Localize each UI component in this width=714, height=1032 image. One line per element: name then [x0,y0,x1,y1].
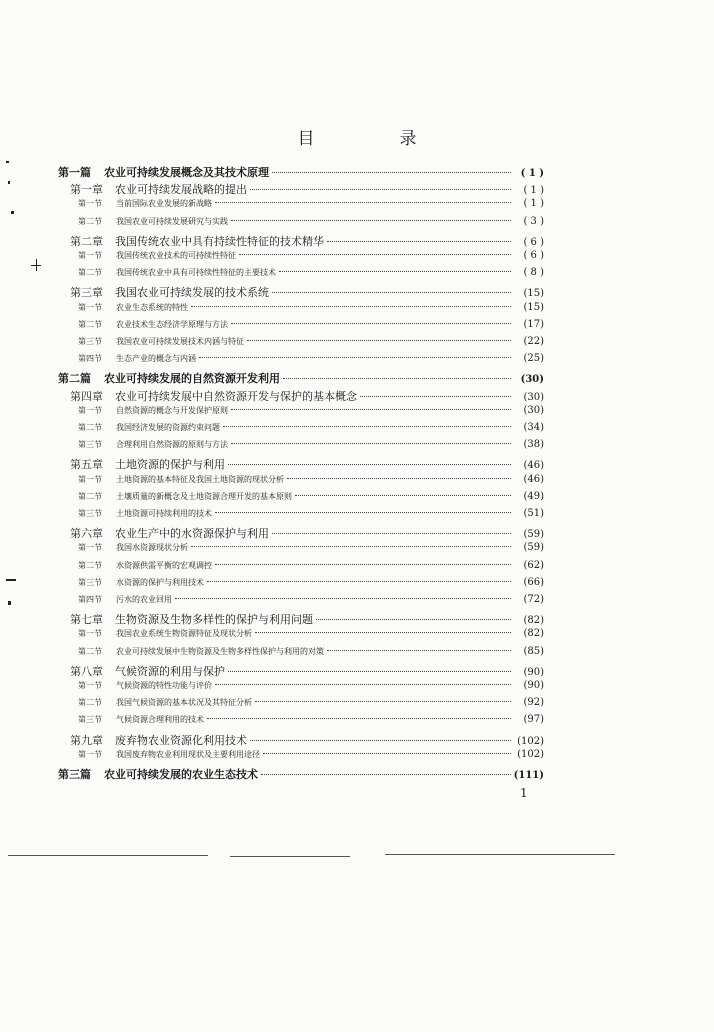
dot-leader [255,701,511,702]
entry-page: (59) [523,529,544,541]
entry-page: (46) [523,473,544,485]
entry-number: 第三篇 [58,768,91,781]
toc-entry-chap [70,233,544,251]
toc-entry-sec [78,198,544,216]
entry-title: 我国农业系统生物资源特征及现状分析 [116,629,252,639]
dot-leader [239,254,511,255]
entry-title: 我国水资源现状分析 [116,543,188,553]
dot-leader [231,220,511,221]
toc-entry-sec [78,697,544,715]
entry-page: (111) [513,770,544,781]
toc-entry-chap [70,181,544,199]
entry-title: 我国传统农业中具有持续性特征的技术精华 [115,234,324,248]
entry-page: (51) [523,508,544,519]
entry-page: (15) [523,288,544,300]
dot-leader [191,306,511,307]
entry-number: 第一节 [78,543,102,553]
toc-entry-sec [78,560,544,578]
entry-page: (90) [523,666,544,678]
dot-leader [272,172,511,173]
toc-entry-sec [78,422,544,440]
entry-page: (102) [517,735,544,747]
entry-page: (30) [520,374,544,386]
margin-mark [11,211,14,214]
entry-title: 我国传统农业中具有可持续性特征的主要技术 [116,268,276,278]
dot-leader [287,478,511,479]
toc-entry-chap [70,525,544,543]
entry-title: 我国废弃物农业利用现状及主要利用途径 [116,749,260,759]
margin-mark [31,265,41,266]
entry-number: 第一节 [78,302,102,312]
toc-entry-sec [78,577,544,595]
entry-title: 农业生态系统的特性 [116,302,188,312]
entry-title: 农业生产中的水资源保护与利用 [115,527,269,541]
dot-leader [316,619,511,620]
toc-entry-chap [70,456,544,474]
entry-number: 第六章 [70,527,103,541]
dot-leader [250,189,511,190]
dot-leader [228,464,511,465]
toc-entry-sec [78,594,544,612]
dot-leader [199,357,511,358]
dot-leader [228,671,511,672]
toc-entry-sec [78,542,544,560]
entry-page: (90) [523,680,544,691]
dot-leader [261,774,511,775]
toc-entry-sec [78,646,544,664]
entry-page: ( 8 ) [523,267,544,279]
dot-leader [247,340,511,341]
dot-leader [327,650,511,651]
entry-title: 气候资源合理利用的技术 [116,715,204,725]
entry-number: 第一节 [78,405,102,415]
entry-number: 第二篇 [58,372,91,386]
dot-leader [215,202,511,203]
entry-page: (66) [523,576,544,588]
entry-page: (92) [523,697,544,709]
dot-leader [207,581,511,582]
entry-page: ( 1 ) [523,198,544,210]
entry-number: 第三节 [78,337,102,346]
dot-leader [215,512,511,513]
margin-mark [6,579,16,581]
toc-entry-chap [70,284,544,302]
entry-page: (46) [523,460,544,472]
scan-rule-middle [230,856,350,857]
entry-number: 第二节 [78,560,102,570]
entry-title: 土壤质量的新概念及土地资源合理开发的基本原则 [116,491,292,501]
entry-page: (34) [523,422,544,433]
entry-title: 生态产业的概念与内涵 [116,354,196,364]
dot-leader [175,598,511,599]
entry-title: 我国气候资源的基本状况及其特征分析 [116,698,252,708]
dot-leader [272,533,511,534]
entry-title: 我国传统农业技术的可持续性特征 [116,251,236,260]
dot-leader [250,740,511,741]
toc-entry-chap [70,663,544,681]
entry-page: (97) [523,714,544,726]
dot-leader [360,396,511,397]
toc-entry-sec [78,439,544,457]
entry-title: 土地资源的保护与利用 [115,458,225,472]
entry-number: 第九章 [70,733,103,747]
entry-number: 第一节 [78,474,102,484]
entry-number: 第八章 [70,664,103,678]
entry-page: (30) [523,404,544,416]
dot-leader [215,684,511,685]
dot-leader [207,718,511,719]
entry-number: 第四章 [70,389,103,403]
entry-number: 第五章 [70,458,103,472]
entry-title: 污水的农业回用 [116,595,172,604]
margin-mark [8,181,10,184]
toc-entry-sec [78,749,544,767]
entry-number: 第三节 [78,509,102,518]
toc-entry-sec [78,491,544,509]
entry-title: 农业可持续发展中生物资源及生物多样性保护与利用的对策 [116,646,324,656]
toc-entry-sec [78,267,544,285]
scan-rule-left [8,855,208,856]
entry-number: 第二章 [70,234,103,248]
entry-page: ( 6 ) [523,236,544,248]
entry-number: 第一节 [78,681,102,690]
entry-page: (25) [523,353,544,365]
entry-number: 第二节 [78,268,102,278]
entry-title: 我国农业可持续发展技术内涵与特征 [116,337,244,346]
entry-number: 第一节 [78,199,102,209]
entry-page: (85) [523,645,544,657]
entry-title: 农业可持续发展中自然资源开发与保护的基本概念 [115,389,357,403]
entry-number: 第二节 [78,216,102,226]
entry-page: (102) [517,748,544,760]
dot-leader [272,292,511,293]
entry-number: 第二节 [78,698,102,708]
entry-title: 水资源供需平衡的宏观调控 [116,560,212,570]
toc-entry-part [58,766,544,784]
toc-entry-sec [78,405,544,423]
dot-leader [255,632,511,633]
entry-number: 第一篇 [58,166,91,179]
dot-leader [327,241,511,242]
entry-page: ( 6 ) [523,250,544,261]
entry-number: 第三节 [78,577,102,587]
entry-number: 第一章 [70,183,103,197]
entry-page: (15) [523,301,544,313]
entry-number: 第二节 [78,423,102,432]
entry-number: 第四节 [78,354,102,364]
entry-title: 农业可持续发展的自然资源开发利用 [104,372,280,386]
entry-page: (38) [523,439,544,451]
toc-entry-sec [78,508,544,526]
entry-page: (59) [523,542,544,554]
entry-title: 合理利用自然资源的原则与方法 [116,440,228,450]
dot-leader [231,323,511,324]
entry-title: 自然资源的概念与开发保护原则 [116,405,228,415]
entry-number: 第一节 [78,749,102,759]
entry-page: (17) [523,318,544,330]
entry-page: (72) [523,594,544,605]
toc-entry-chap [70,732,544,750]
entry-number: 第三节 [78,715,102,725]
entry-number: 第一节 [78,251,102,260]
entry-page: ( 1 ) [523,185,544,197]
entry-title: 水资源的保护与利用技术 [116,577,204,587]
entry-title: 农业可持续发展概念及其技术原理 [104,166,269,179]
entry-page: (82) [523,628,544,640]
entry-page: (62) [523,559,544,571]
dot-leader [295,495,511,496]
toc-entry-sec [78,680,544,698]
dot-leader [231,443,511,444]
toc-entry-sec [78,353,544,371]
toc-entry-part [58,164,544,182]
entry-number: 第三节 [78,440,102,450]
entry-title: 我国经济发展的资源约束问题 [116,423,220,432]
entry-title: 土地资源可持续利用的技术 [116,509,212,518]
toc-entry-sec [78,474,544,492]
entry-title: 农业技术生态经济学原理与方法 [116,319,228,329]
entry-page: (49) [523,490,544,502]
entry-number: 第四节 [78,595,102,604]
toc-entry-part [58,370,544,388]
entry-title: 生物资源及生物多样性的保护与利用问题 [115,613,313,627]
dot-leader [191,546,511,547]
entry-number: 第一节 [78,629,102,639]
scan-rule-right [385,854,615,855]
toc-entry-sec [78,319,544,337]
entry-number: 第三章 [70,286,103,300]
toc-entry-chap [70,611,544,629]
dot-leader [263,753,511,754]
margin-mark [6,161,9,163]
toc-entry-chap [70,388,544,406]
entry-title: 农业可持续发展的农业生态技术 [104,768,258,781]
entry-title: 农业可持续发展战略的提出 [115,183,247,197]
toc-entry-sec [78,216,544,234]
toc-title: 目 录 [297,129,451,149]
entry-page: (82) [523,615,544,627]
toc-entry-sec [78,336,544,354]
entry-title: 气候资源的特性功能与评价 [116,681,212,690]
entry-page: (22) [523,336,544,347]
entry-page: ( 1 ) [520,168,544,179]
dot-leader [283,378,511,379]
toc-entry-sec [78,250,544,268]
entry-title: 我国农业可持续发展的技术系统 [115,286,269,300]
entry-number: 第七章 [70,613,103,627]
toc-entry-sec [78,302,544,320]
entry-title: 废弃物农业资源化利用技术 [115,733,247,747]
page-number: 1 [520,786,528,800]
entry-number: 第二节 [78,646,102,656]
entry-number: 第二节 [78,491,102,501]
entry-title: 气候资源的利用与保护 [115,664,225,678]
dot-leader [215,564,511,565]
dot-leader [279,271,511,272]
dot-leader [223,426,511,427]
dot-leader [231,409,511,410]
toc-entry-sec [78,628,544,646]
entry-page: ( 3 ) [523,215,544,227]
entry-title: 当前国际农业发展的新战略 [116,199,212,209]
toc-entry-sec [78,714,544,732]
margin-mark [8,601,11,605]
entry-title: 我国农业可持续发展研究与实践 [116,216,228,226]
entry-number: 第二节 [78,319,102,329]
entry-title: 土地资源的基本特征及我国土地资源的现状分析 [116,474,284,484]
entry-page: (30) [523,391,544,403]
